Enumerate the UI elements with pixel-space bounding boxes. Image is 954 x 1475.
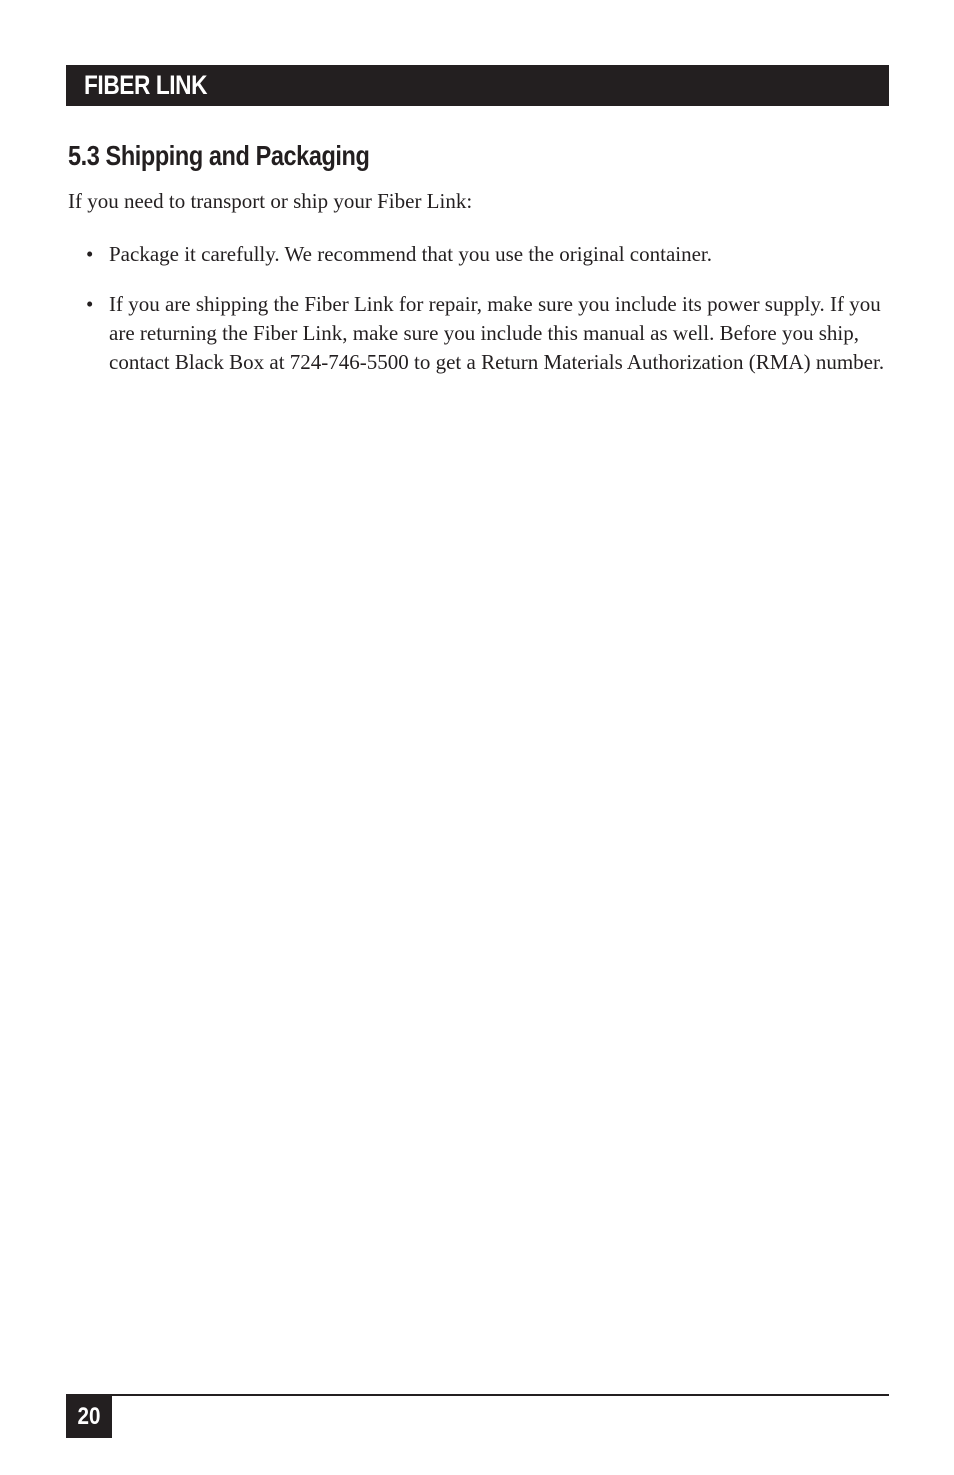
header-title: FIBER LINK [84, 70, 208, 100]
intro-paragraph: If you need to transport or ship your Fiber Link: [68, 189, 473, 213]
bullet-list [66, 240, 896, 398]
bullet-icon: • [86, 242, 94, 266]
running-header [66, 65, 889, 106]
page-number-box [66, 1396, 112, 1438]
list-item [66, 240, 896, 269]
list-item [66, 290, 896, 377]
bullet-icon: • [86, 292, 94, 316]
bullet-text: If you are shipping the Fiber Link for repair, make sure you include its power supply. If you are returning the Fiber Link, make sure you include this manual as well. Before you ship, contact Black Box at 724-746-5500 to get a Return Materials Authorization (RMA) number. [109, 292, 885, 374]
page-number: 20 [77, 1403, 101, 1430]
section-heading: 5.3 Shipping and Packaging [68, 140, 370, 171]
bullet-text: Package it carefully. We recommend that you use the original container. [109, 242, 713, 266]
footer-rule [66, 1394, 889, 1396]
